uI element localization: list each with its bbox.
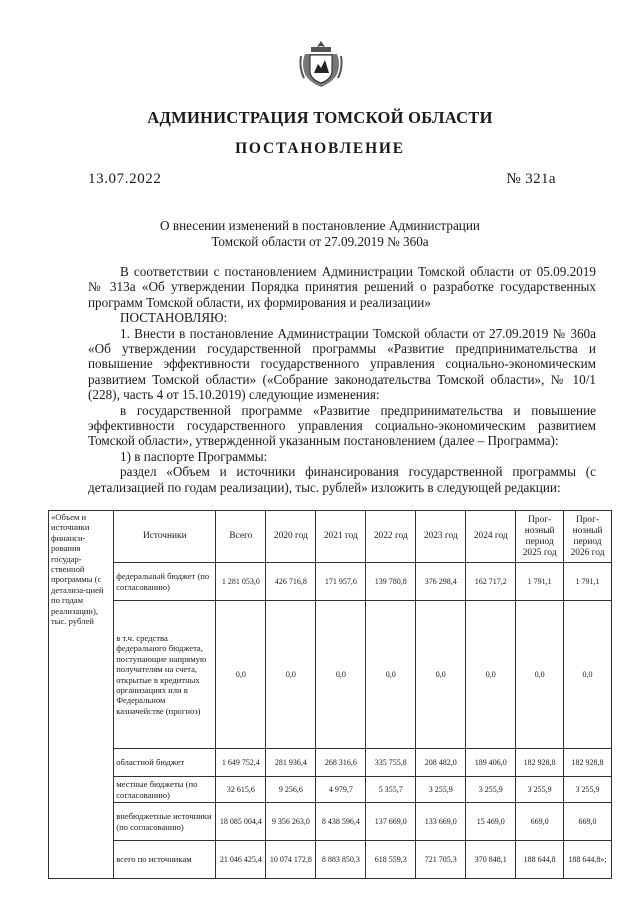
value-cell: 21 046 425,4 <box>216 841 266 879</box>
source-cell: внебюджетные источники (по согласованию) <box>114 803 216 841</box>
value-cell: 0,0 <box>466 601 516 749</box>
value-cell: 9 256,6 <box>266 777 316 803</box>
value-cell: 32 615,6 <box>216 777 266 803</box>
coat-of-arms-icon <box>299 38 343 90</box>
value-cell: 8 438 596,4 <box>316 803 366 841</box>
value-cell: 0,0 <box>516 601 564 749</box>
value-cell: 189 406,0 <box>466 749 516 777</box>
paragraph-section: раздел «Объем и источники финансирования государственной программы (с детализацией по годам реализации), тыс. рублей» изложить в следующей редакции: <box>88 464 596 495</box>
column-header: 2023 год <box>416 511 466 563</box>
value-cell: 618 559,3 <box>366 841 416 879</box>
value-cell: 208 482,0 <box>416 749 466 777</box>
document-type: ПОСТАНОВЛЕНИЕ <box>235 140 405 157</box>
value-cell: 171 957,6 <box>316 563 366 601</box>
value-cell: 4 979,7 <box>316 777 366 803</box>
table-row <box>49 601 612 749</box>
document-subject <box>0 218 640 250</box>
value-cell: 188 644,8»; <box>564 841 612 879</box>
value-cell: 18 085 004,4 <box>216 803 266 841</box>
paragraph-program: в государственной программе «Развитие предпринимательства и повышение эффективности государственного управления социально-экономическим развитием Томской области», утвержденной указанным постановлением (далее – Программа): <box>88 402 596 449</box>
value-cell: 3 255,9 <box>516 777 564 803</box>
document-number: № 321а <box>506 171 556 187</box>
column-header: 2024 год <box>466 511 516 563</box>
document-body <box>88 264 596 495</box>
value-cell: 182 928,8 <box>516 749 564 777</box>
column-header: Прог-нозный период 2025 год <box>516 511 564 563</box>
value-cell: 139 780,8 <box>366 563 416 601</box>
value-cell: 8 883 850,3 <box>316 841 366 879</box>
value-cell: 10 074 172,8 <box>266 841 316 879</box>
value-cell: 137 669,0 <box>366 803 416 841</box>
column-header: 2020 год <box>266 511 316 563</box>
table-row <box>49 563 612 601</box>
value-cell: 182 928,8 <box>564 749 612 777</box>
paragraph-passport: 1) в паспорте Программы: <box>120 448 268 464</box>
column-header: Всего <box>216 511 266 563</box>
table-row-header-cell: «Объем и источники финанси-рования государ-ственной программы (с детализа-цией по годам реализации), тыс. рублей <box>49 511 114 879</box>
value-cell: 335 755,8 <box>366 749 416 777</box>
value-cell: 1 791,1 <box>564 563 612 601</box>
value-cell: 721 705,3 <box>416 841 466 879</box>
value-cell: 669,0 <box>564 803 612 841</box>
value-cell: 370 848,1 <box>466 841 516 879</box>
value-cell: 133 669,0 <box>416 803 466 841</box>
value-cell: 3 255,9 <box>466 777 516 803</box>
table-header-row <box>49 511 612 563</box>
paragraph-basis: В соответствии с постановлением Администрации Томской области от 05.09.2019 № 313а «Об утверждении Порядка принятия решений о разработке государственных программ Томской области, их формирования и реализации» <box>88 264 596 310</box>
value-cell: 0,0 <box>316 601 366 749</box>
table-row <box>49 803 612 841</box>
document-date: 13.07.2022 <box>88 171 162 187</box>
value-cell: 376 298,4 <box>416 563 466 601</box>
table-row <box>49 749 612 777</box>
value-cell: 162 717,2 <box>466 563 516 601</box>
funding-table <box>48 510 612 879</box>
value-cell: 0,0 <box>266 601 316 749</box>
paragraph-decree: ПОСТАНОВЛЯЮ: <box>120 310 228 326</box>
table-row <box>49 841 612 879</box>
paragraph-amend: 1. Внести в постановление Администрации Томской области от 27.09.2019 № 360а «Об утверждении государственной программы «Развитие предпринимательства и повышение эффективности государственного управления социально-экономическим развитием Томской области» («Собрание законодательства Томской области», № 10/1 (228), часть 4 от 15.10.2019) следующие изменения: <box>88 325 596 403</box>
value-cell: 3 255,9 <box>416 777 466 803</box>
value-cell: 15 469,0 <box>466 803 516 841</box>
value-cell: 188 644,8 <box>516 841 564 879</box>
value-cell: 3 255,9 <box>564 777 612 803</box>
value-cell: 268 316,6 <box>316 749 366 777</box>
source-cell: в т.ч. средства федерального бюджета, поступающие напрямую получателям на счета, открытые в кредитных организациях или в Федеральном казначействе (прогноз) <box>114 601 216 749</box>
subject-line-1: О внесении изменений в постановление Администрации <box>160 218 480 233</box>
value-cell: 281 936,4 <box>266 749 316 777</box>
subject-line-2: Томской области от 27.09.2019 № 360а <box>211 234 429 249</box>
organization-title: АДМИНИСТРАЦИЯ ТОМСКОЙ ОБЛАСТИ <box>147 108 493 127</box>
source-cell: областной бюджет <box>114 749 216 777</box>
value-cell: 0,0 <box>564 601 612 749</box>
column-header: Прог-нозный период 2026 год <box>564 511 612 563</box>
value-cell: 0,0 <box>366 601 416 749</box>
table-row <box>49 777 612 803</box>
value-cell: 1 649 752,4 <box>216 749 266 777</box>
value-cell: 9 356 263,0 <box>266 803 316 841</box>
source-cell: федеральный бюджет (по согласованию) <box>114 563 216 601</box>
column-header: 2021 год <box>316 511 366 563</box>
value-cell: 5 355,7 <box>366 777 416 803</box>
source-cell: всего по источникам <box>114 841 216 879</box>
value-cell: 0,0 <box>216 601 266 749</box>
value-cell: 0,0 <box>416 601 466 749</box>
column-header: 2022 год <box>366 511 416 563</box>
source-cell: местные бюджеты (по согласованию) <box>114 777 216 803</box>
column-header: Источники <box>114 511 216 563</box>
value-cell: 1 281 053,0 <box>216 563 266 601</box>
value-cell: 669,0 <box>516 803 564 841</box>
value-cell: 1 791,1 <box>516 563 564 601</box>
value-cell: 426 716,8 <box>266 563 316 601</box>
